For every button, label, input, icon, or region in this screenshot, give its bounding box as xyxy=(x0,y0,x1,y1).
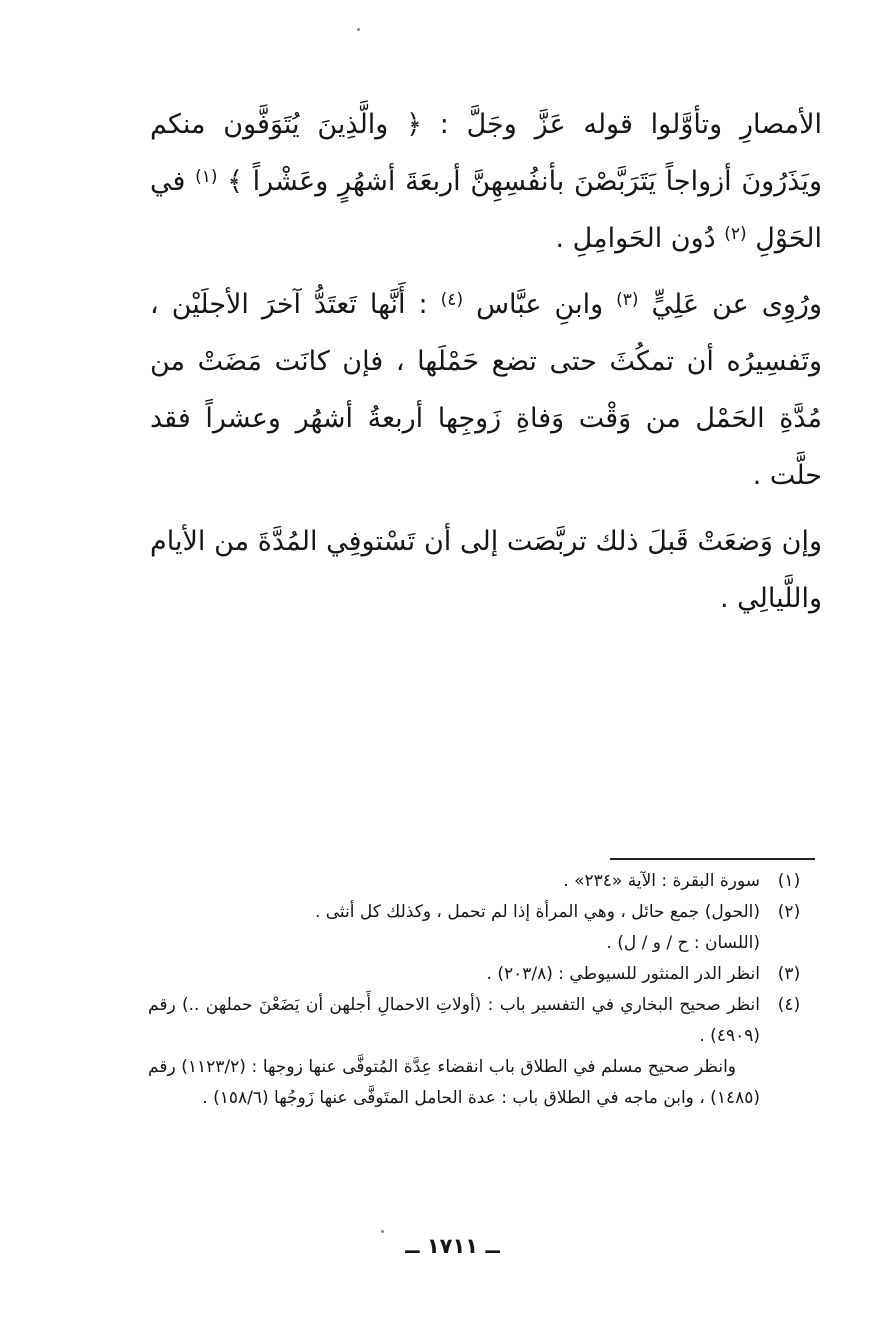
footnote-text: انظر الدر المنثور للسيوطي : (٢٠٣/٨) . xyxy=(486,964,760,984)
paragraph xyxy=(150,276,822,504)
text-span: وابنِ عبَّاس xyxy=(463,289,617,320)
footnote-reference[interactable]: (٢) xyxy=(724,224,747,244)
footnote-continuation: (اللسان : ح / و / ل) . xyxy=(606,933,760,953)
footnotes-section xyxy=(148,866,818,1114)
text-span: الأمصارِ وتأوَّلوا قوله عَزَّ وجَلَّ : xyxy=(421,109,822,140)
footnote-divider xyxy=(610,858,815,860)
text-span: : أَنَّها تَعتَدُّ آخرَ الأجلَيْن ، وتَفسِيرُه أن تمكُثَ حتى تضع حَمْلَها ، فإن كانَت مَضَتْ من مُدَّةِ الحَمْل من وَقْت وَفاةِ زَوجِها أربعةُ أشهُر وعشراً فقد حلَّت . xyxy=(150,289,822,491)
paragraph xyxy=(150,513,822,627)
text-span: ورُوِى عن عَلِيٍّ xyxy=(638,289,822,320)
text-span: في الحَوْلِ xyxy=(150,166,822,254)
footnote-text: سورة البقرة : الآية «٢٣٤» . xyxy=(563,871,760,891)
footnote-text: (الحول) جمع حائل ، وهي المرأة إذا لم تحمل ، وكذلك كل أنثى . xyxy=(314,902,760,922)
page-number: ــ ١٧١١ ــ xyxy=(405,1234,500,1258)
footnote-item xyxy=(148,866,818,897)
footnote-item xyxy=(148,959,818,990)
quran-verse: ﴿ والَّذِينَ يُتَوَفَّون منكم ويَذَرُونَ أزواجاً يَتَرَبَّصْنَ بأنفُسِهِنَّ أربعَةَ أشهُرٍ وعَشْراً ﴾ xyxy=(150,109,822,197)
text-span: وإن وَضعَتْ قَبلَ ذلك تربَّصَت إلى أن تَسْتوفِي المُدَّةَ من الأيام واللَّيالِي . xyxy=(150,526,822,614)
footnote-item xyxy=(148,897,818,928)
footnote-continuation: وانظر صحيح مسلم في الطلاق باب انقضاء عِدَّة المُتوفَّى عنها زوجها : (١١٢٣/٢) رقم (١٤٨٥) ، وابن ماجه في الطلاق باب : عدة الحامل المتَوفَّى عنها زَوجُها (١٥٨/٦) . xyxy=(148,1057,760,1108)
main-text xyxy=(150,96,822,627)
footnote-number: (٤) xyxy=(777,995,801,1015)
footnote-reference[interactable]: (٤) xyxy=(440,290,464,310)
footnote-number: (٢) xyxy=(777,902,801,922)
scan-speck xyxy=(357,28,360,31)
footnote-item xyxy=(148,990,818,1052)
footnote-text: انظر صحيح البخاري في التفسير باب : (أولاتِ الاحمالِ أَجلهن أن يَضَعْنَ حملهن ..) رقم (٤٩٠٩) . xyxy=(148,995,760,1046)
text-span: دُون الحَوامِلِ . xyxy=(555,223,725,254)
paragraph xyxy=(150,96,822,267)
footnote-reference[interactable]: (٣) xyxy=(616,290,639,310)
scan-speck xyxy=(381,1230,384,1233)
footnote-number: (٣) xyxy=(777,964,801,984)
footnote-number: (١) xyxy=(777,871,801,891)
footnote-reference[interactable]: (١) xyxy=(195,167,218,187)
